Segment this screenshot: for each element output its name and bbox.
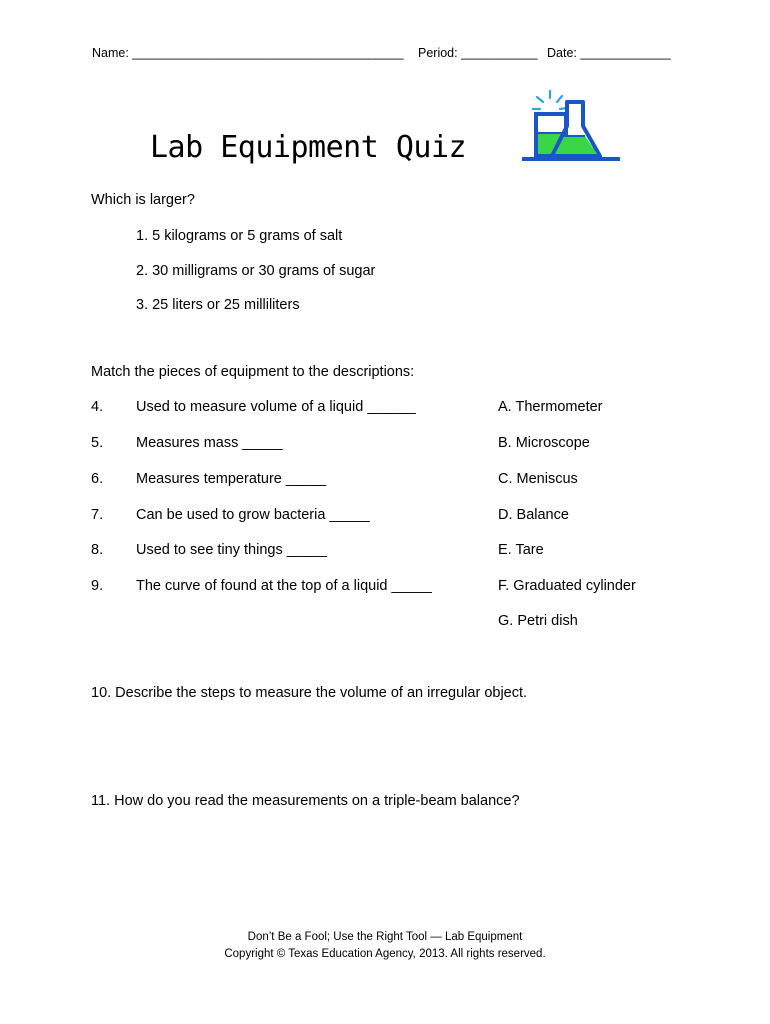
page-title: Lab Equipment Quiz (150, 130, 467, 165)
list-item: 2. 30 milligrams or 30 grams of sugar (136, 263, 376, 279)
question-text: Used to see tiny things _____ (136, 542, 328, 558)
answer-option: B. Microscope (498, 435, 590, 451)
question-number: 8. (91, 542, 104, 558)
question-number: 7. (91, 507, 104, 523)
question-number: 9. (91, 578, 104, 594)
question-text: Measures temperature _____ (136, 471, 327, 487)
question-number: 5. (91, 435, 104, 451)
question-text: Used to measure volume of a liquid ______ (136, 399, 416, 415)
answer-option: C. Meniscus (498, 471, 578, 487)
period-field-line: Period: ___________ (418, 46, 538, 60)
which-larger-heading: Which is larger? (91, 192, 195, 208)
answer-option: E. Tare (498, 542, 544, 558)
list-item: 1. 5 kilograms or 5 grams of salt (136, 228, 343, 244)
question-text: Can be used to grow bacteria _____ (136, 507, 370, 523)
matching-heading: Match the pieces of equipment to the descriptions: (91, 364, 415, 380)
question-number: 6. (91, 471, 104, 487)
list-item: 3. 25 liters or 25 milliliters (136, 297, 300, 313)
question-11: 11. How do you read the measurements on a triple-beam balance? (91, 793, 520, 809)
question-text: Measures mass _____ (136, 435, 283, 451)
question-number: 4. (91, 399, 104, 415)
answer-option: G. Petri dish (498, 613, 578, 629)
date-field-line: Date: _____________ (547, 46, 671, 60)
footer-title: Don’t Be a Fool; Use the Right Tool — Lab Equipment (247, 931, 523, 943)
footer-copyright: Copyright © Texas Education Agency, 2013. All rights reserved. (224, 948, 546, 960)
question-text: The curve of found at the top of a liquid _____ (136, 578, 432, 594)
name-field-line: Name: _______________________________________ (92, 46, 404, 60)
answer-option: A. Thermometer (498, 399, 603, 415)
answer-option: F. Graduated cylinder (498, 578, 636, 594)
question-10: 10. Describe the steps to measure the volume of an irregular object. (91, 685, 528, 701)
lab-glassware-icon (522, 88, 622, 168)
answer-option: D. Balance (498, 507, 569, 523)
